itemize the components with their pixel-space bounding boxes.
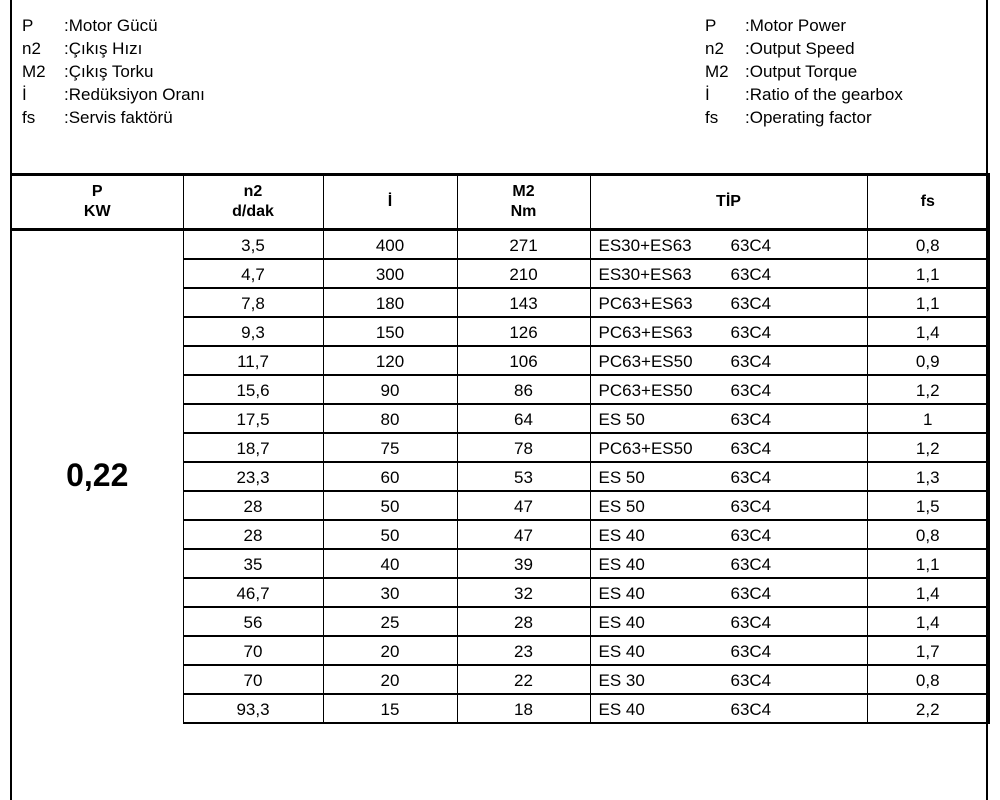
legend-key: n2 bbox=[22, 39, 41, 58]
cell-ratio: 40 bbox=[323, 549, 457, 578]
cell-output-torque: 18 bbox=[457, 694, 590, 723]
cell-ratio: 50 bbox=[323, 520, 457, 549]
header-ratio: İ bbox=[323, 175, 457, 230]
cell-service-factor: 1,1 bbox=[867, 549, 989, 578]
cell-type bbox=[590, 288, 867, 317]
cell-output-speed: 70 bbox=[183, 636, 323, 665]
table-header-row bbox=[11, 175, 989, 230]
motor-code: 63C4 bbox=[730, 322, 772, 342]
cell-ratio: 180 bbox=[323, 288, 457, 317]
legend-text: :Çıkış Torku bbox=[64, 62, 154, 81]
gearbox-code: PC63+ES50 bbox=[598, 351, 693, 371]
legend-key: n2 bbox=[705, 39, 724, 58]
motor-code: 63C4 bbox=[730, 612, 772, 632]
gearbox-code: ES 40 bbox=[598, 699, 645, 719]
cell-ratio: 150 bbox=[323, 317, 457, 346]
legend-item bbox=[22, 14, 205, 37]
gearbox-code: PC63+ES50 bbox=[598, 438, 693, 458]
cell-output-speed: 23,3 bbox=[183, 462, 323, 491]
legend-item bbox=[705, 83, 903, 106]
gearbox-code: ES 50 bbox=[598, 467, 645, 487]
gearbox-code: PC63+ES63 bbox=[598, 322, 693, 342]
cell-output-speed: 18,7 bbox=[183, 433, 323, 462]
cell-type bbox=[590, 375, 867, 404]
cell-ratio: 400 bbox=[323, 230, 457, 259]
legend-key: fs bbox=[705, 108, 719, 127]
legend-key: İ bbox=[705, 85, 710, 104]
motor-code: 63C4 bbox=[730, 409, 772, 429]
cell-output-torque: 78 bbox=[457, 433, 590, 462]
cell-type bbox=[590, 433, 867, 462]
motor-code: 63C4 bbox=[730, 525, 772, 545]
header-output-torque: M2 Nm bbox=[457, 175, 590, 230]
legend-key: P bbox=[705, 16, 717, 35]
cell-ratio: 60 bbox=[323, 462, 457, 491]
gearbox-code: ES 30 bbox=[598, 670, 645, 690]
cell-output-speed: 46,7 bbox=[183, 578, 323, 607]
motor-code: 63C4 bbox=[730, 670, 772, 690]
cell-ratio: 30 bbox=[323, 578, 457, 607]
cell-service-factor: 1,1 bbox=[867, 288, 989, 317]
cell-ratio: 80 bbox=[323, 404, 457, 433]
legend-turkish bbox=[22, 14, 205, 129]
motor-code: 63C4 bbox=[730, 467, 772, 487]
motor-code: 63C4 bbox=[730, 583, 772, 603]
motor-code: 63C4 bbox=[730, 496, 772, 516]
cell-ratio: 90 bbox=[323, 375, 457, 404]
cell-output-torque: 53 bbox=[457, 462, 590, 491]
cell-ratio: 20 bbox=[323, 665, 457, 694]
legend-item bbox=[705, 14, 903, 37]
cell-type bbox=[590, 259, 867, 288]
cell-type bbox=[590, 694, 867, 723]
legend-item bbox=[22, 83, 205, 106]
motor-code: 63C4 bbox=[730, 380, 772, 400]
gearbox-code: ES 40 bbox=[598, 525, 645, 545]
cell-type bbox=[590, 346, 867, 375]
motor-code: 63C4 bbox=[730, 264, 772, 284]
cell-output-torque: 23 bbox=[457, 636, 590, 665]
legend-item bbox=[705, 106, 903, 129]
cell-type bbox=[590, 520, 867, 549]
legend-key: fs bbox=[22, 108, 36, 127]
legend-item bbox=[22, 37, 205, 60]
gearmotor-spec-table bbox=[10, 173, 990, 724]
cell-output-torque: 47 bbox=[457, 491, 590, 520]
cell-output-torque: 64 bbox=[457, 404, 590, 433]
motor-code: 63C4 bbox=[730, 293, 772, 313]
gearbox-code: ES 40 bbox=[598, 554, 645, 574]
cell-type bbox=[590, 462, 867, 491]
cell-output-torque: 126 bbox=[457, 317, 590, 346]
cell-service-factor: 1,4 bbox=[867, 607, 989, 636]
cell-service-factor: 1,7 bbox=[867, 636, 989, 665]
cell-ratio: 120 bbox=[323, 346, 457, 375]
cell-type bbox=[590, 636, 867, 665]
cell-service-factor: 2,2 bbox=[867, 694, 989, 723]
legend-key: P bbox=[22, 16, 34, 35]
cell-output-torque: 39 bbox=[457, 549, 590, 578]
cell-type bbox=[590, 230, 867, 259]
gearbox-code: ES30+ES63 bbox=[598, 235, 692, 255]
cell-service-factor: 1,3 bbox=[867, 462, 989, 491]
header-type: TİP bbox=[590, 175, 867, 230]
cell-output-torque: 106 bbox=[457, 346, 590, 375]
cell-ratio: 75 bbox=[323, 433, 457, 462]
cell-type bbox=[590, 404, 867, 433]
cell-service-factor: 1,4 bbox=[867, 317, 989, 346]
cell-output-speed: 15,6 bbox=[183, 375, 323, 404]
legend-text: :Çıkış Hızı bbox=[64, 39, 143, 58]
cell-output-speed: 93,3 bbox=[183, 694, 323, 723]
motor-code: 63C4 bbox=[730, 235, 772, 255]
legend-text: :Motor Gücü bbox=[64, 16, 158, 35]
header-output-speed: n2 d/dak bbox=[183, 175, 323, 230]
gearbox-code: ES 50 bbox=[598, 496, 645, 516]
cell-service-factor: 1,2 bbox=[867, 433, 989, 462]
legend-item bbox=[705, 37, 903, 60]
cell-type bbox=[590, 549, 867, 578]
cell-ratio: 50 bbox=[323, 491, 457, 520]
cell-output-torque: 32 bbox=[457, 578, 590, 607]
cell-output-speed: 7,8 bbox=[183, 288, 323, 317]
cell-type bbox=[590, 317, 867, 346]
cell-type bbox=[590, 578, 867, 607]
cell-type bbox=[590, 607, 867, 636]
cell-service-factor: 0,9 bbox=[867, 346, 989, 375]
legend-key: İ bbox=[22, 85, 27, 104]
legend-item bbox=[22, 106, 205, 129]
cell-service-factor: 1 bbox=[867, 404, 989, 433]
cell-ratio: 300 bbox=[323, 259, 457, 288]
legend-text: :Motor Power bbox=[745, 16, 847, 35]
motor-code: 63C4 bbox=[730, 351, 772, 371]
header-power: P KW bbox=[11, 175, 183, 230]
cell-service-factor: 1,4 bbox=[867, 578, 989, 607]
motor-code: 63C4 bbox=[730, 554, 772, 574]
cell-service-factor: 1,5 bbox=[867, 491, 989, 520]
motor-code: 63C4 bbox=[730, 641, 772, 661]
cell-output-torque: 210 bbox=[457, 259, 590, 288]
cell-ratio: 15 bbox=[323, 694, 457, 723]
cell-service-factor: 0,8 bbox=[867, 665, 989, 694]
legend-text: :Redüksiyon Oranı bbox=[64, 85, 205, 104]
gearbox-code: ES 40 bbox=[598, 641, 645, 661]
motor-code: 63C4 bbox=[730, 699, 772, 719]
legend-text: :Servis faktörü bbox=[64, 108, 173, 127]
cell-output-speed: 35 bbox=[183, 549, 323, 578]
cell-output-speed: 4,7 bbox=[183, 259, 323, 288]
legend-text: :Ratio of the gearbox bbox=[745, 85, 903, 104]
gearbox-code: ES 40 bbox=[598, 583, 645, 603]
gearbox-code: ES30+ES63 bbox=[598, 264, 692, 284]
cell-output-speed: 28 bbox=[183, 491, 323, 520]
legend-text: :Output Torque bbox=[745, 62, 858, 81]
cell-output-speed: 9,3 bbox=[183, 317, 323, 346]
legend-key: M2 bbox=[22, 62, 46, 81]
cell-output-torque: 143 bbox=[457, 288, 590, 317]
legend-item bbox=[705, 60, 903, 83]
cell-ratio: 25 bbox=[323, 607, 457, 636]
cell-type bbox=[590, 491, 867, 520]
cell-service-factor: 0,8 bbox=[867, 230, 989, 259]
motor-code: 63C4 bbox=[730, 438, 772, 458]
cell-output-speed: 56 bbox=[183, 607, 323, 636]
cell-output-torque: 22 bbox=[457, 665, 590, 694]
cell-service-factor: 0,8 bbox=[867, 520, 989, 549]
legend-text: :Operating factor bbox=[745, 108, 872, 127]
header-service-factor: fs bbox=[867, 175, 989, 230]
legend-english bbox=[705, 14, 903, 129]
cell-type bbox=[590, 665, 867, 694]
cell-output-torque: 28 bbox=[457, 607, 590, 636]
cell-service-factor: 1,2 bbox=[867, 375, 989, 404]
gearbox-code: ES 40 bbox=[598, 612, 645, 632]
cell-output-torque: 47 bbox=[457, 520, 590, 549]
gearbox-code: ES 50 bbox=[598, 409, 645, 429]
gearbox-code: PC63+ES63 bbox=[598, 293, 693, 313]
cell-output-speed: 70 bbox=[183, 665, 323, 694]
cell-output-speed: 28 bbox=[183, 520, 323, 549]
cell-service-factor: 1,1 bbox=[867, 259, 989, 288]
cell-ratio: 20 bbox=[323, 636, 457, 665]
legend-key: M2 bbox=[705, 62, 729, 81]
legend-item bbox=[22, 60, 205, 83]
power-value: 0,22 bbox=[11, 230, 183, 723]
legend-text: :Output Speed bbox=[745, 39, 855, 58]
cell-output-speed: 3,5 bbox=[183, 230, 323, 259]
gearbox-code: PC63+ES50 bbox=[598, 380, 693, 400]
cell-output-speed: 17,5 bbox=[183, 404, 323, 433]
table-row bbox=[11, 230, 989, 259]
cell-output-torque: 86 bbox=[457, 375, 590, 404]
cell-output-torque: 271 bbox=[457, 230, 590, 259]
cell-output-speed: 11,7 bbox=[183, 346, 323, 375]
